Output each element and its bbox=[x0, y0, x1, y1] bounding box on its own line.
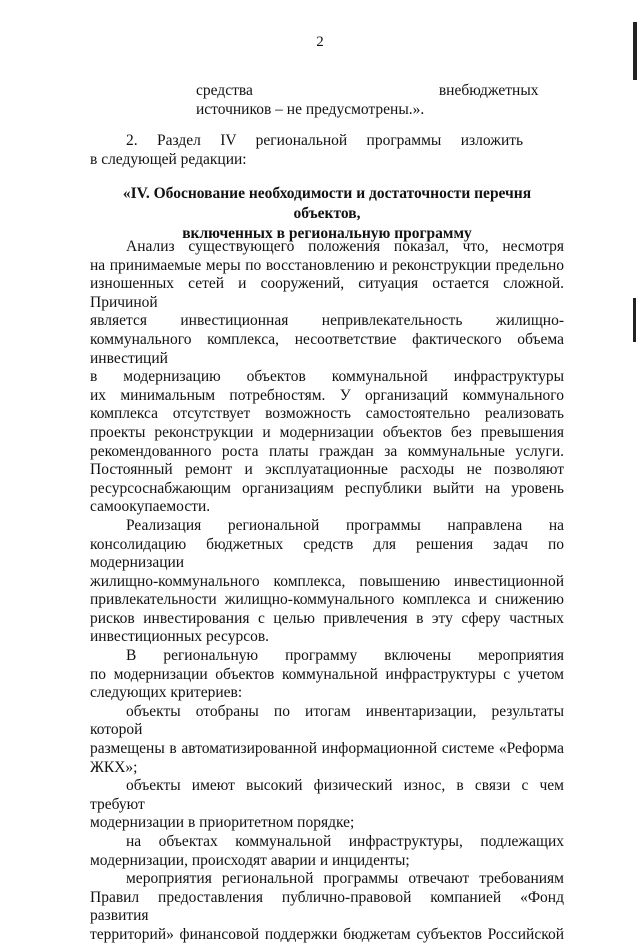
clause-2-line-2: в следующей редакции: bbox=[90, 150, 247, 168]
body-text bbox=[90, 238, 564, 945]
prev-clause-line-2: источников – не предусмотрены.». bbox=[196, 100, 425, 118]
paragraph-line: их минимальным потребностям. У организаций коммунального bbox=[90, 386, 564, 404]
paragraph-line: на объектах коммунальной инфраструктуры, подлежащих bbox=[126, 833, 564, 850]
paragraph-line: коммунального комплекса, несоответствие фактического объема bbox=[90, 330, 564, 348]
paragraph-line: самоокупаемости. bbox=[90, 498, 211, 516]
paragraph-line: территорий» финансовой поддержки бюджетам субъектов Российской bbox=[90, 925, 564, 943]
section-heading-line-2: включенных в региональную программу bbox=[182, 225, 472, 242]
prev-clause-line-1: средства внебюджетных bbox=[196, 82, 539, 99]
clause-2-block bbox=[90, 132, 564, 169]
paragraph-line: изношенных сетей и сооружений, ситуация остается сложной. Причиной bbox=[90, 275, 564, 311]
section-heading-line-1: «IV. Обоснование необходимости и достаточности перечня объектов, bbox=[122, 185, 532, 222]
paragraph-line: В региональную программу включены мероприятия bbox=[126, 647, 564, 665]
paragraph-line: инвестиционных ресурсов. bbox=[90, 628, 270, 646]
paragraph-line: по модернизации объектов коммунальной инфраструктуры с учетом bbox=[90, 665, 564, 683]
paragraph-line: жилищно-коммунального комплекса, повышению инвестиционной bbox=[90, 572, 564, 590]
paragraph-line: мероприятия региональной программы отвечают требованиям bbox=[126, 870, 564, 888]
scan-edge-mark-middle bbox=[633, 298, 636, 342]
paragraph-line: ЖКХ»; bbox=[90, 758, 138, 776]
paragraph-line: Правил предоставления публично-правовой компанией «Фонд развития bbox=[90, 888, 564, 925]
paragraph-line: рисков инвестирования с целью привлечения в эту сферу частных bbox=[90, 609, 564, 627]
paragraph-line: инвестиций bbox=[90, 349, 168, 367]
paragraph-line: проекты реконструкции и модернизации объектов без превышения bbox=[90, 423, 564, 441]
prev-clause-block bbox=[90, 82, 564, 119]
paragraph-line: модернизации в приоритетном порядке; bbox=[90, 814, 355, 832]
clause-2-line-1: 2. Раздел IV региональной программы изложить bbox=[126, 132, 524, 149]
section-heading bbox=[90, 184, 564, 244]
paragraph-line: Анализ существующего положения показал, что, несмотря bbox=[126, 238, 564, 255]
paragraph-line: является инвестиционная непривлекательность жилищно- bbox=[90, 312, 564, 330]
paragraph-line: объекты имеют высокий физический износ, в связи с чем требуют bbox=[90, 777, 564, 813]
page-number: 2 bbox=[316, 34, 324, 50]
scan-edge-mark-top bbox=[633, 22, 637, 80]
paragraph-line: в модернизацию объектов коммунальной инфраструктуры bbox=[90, 368, 564, 386]
paragraph-line: привлекательности жилищно-коммунального комплекса и снижению bbox=[90, 591, 564, 609]
paragraph-line: Постоянный ремонт и эксплуатационные расходы не позволяют bbox=[90, 461, 564, 479]
paragraph-line: ресурсоснабжающим организациям республики выйти на уровень bbox=[90, 479, 564, 497]
paragraph-line: объекты отобраны по итогам инвентаризации, результаты которой bbox=[90, 702, 564, 739]
paragraph-line: на принимаемые меры по восстановлению и реконструкции предельно bbox=[90, 256, 564, 274]
paragraph-line: модернизации, происходят аварии и инциденты; bbox=[90, 851, 410, 869]
paragraph-line: следующих критериев: bbox=[90, 684, 243, 702]
paragraph-line: комплекса отсутствует возможность самостоятельно реализовать bbox=[90, 405, 564, 423]
paragraph-line: рекомендованного роста платы граждан за коммунальные услуги. bbox=[90, 442, 564, 460]
paragraph-line: Реализация региональной программы направлена на bbox=[126, 516, 564, 534]
paragraph-line: консолидацию бюджетных средств для решения задач по модернизации bbox=[90, 535, 564, 572]
paragraph-line: размещены в автоматизированной информационной системе «Реформа bbox=[90, 740, 564, 758]
